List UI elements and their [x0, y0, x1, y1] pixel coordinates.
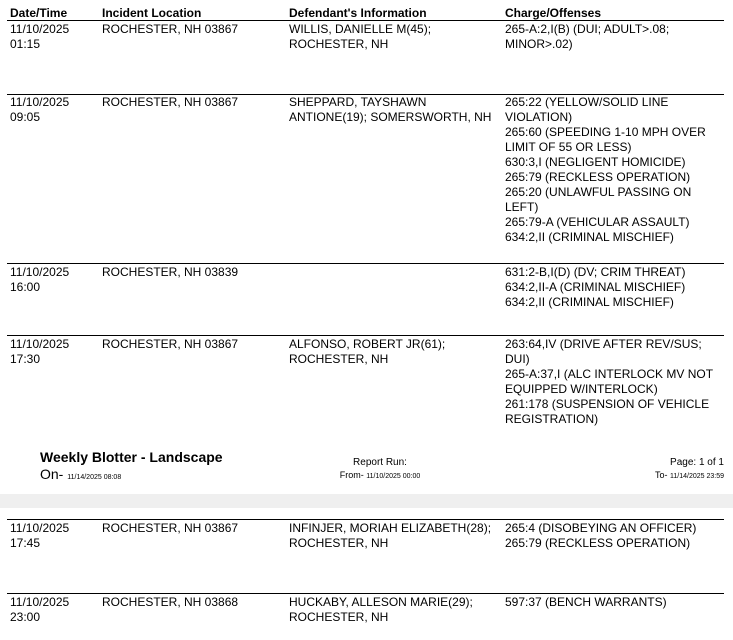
- report-run-label: Report Run:: [353, 457, 407, 468]
- charge-item: 265:20 (UNLAWFUL PASSING ON LEFT): [505, 185, 692, 214]
- charge-item: 265-A:37,I (ALC INTERLOCK MV NOT EQUIPPED W/INTERLOCK): [505, 367, 713, 396]
- to-value: 11/14/2025 23:59: [670, 473, 724, 480]
- location-cell: ROCHESTER, NH 03839: [102, 265, 239, 279]
- datetime-cell: [10, 95, 98, 125]
- run-on-line: [40, 466, 121, 482]
- datetime-cell: [10, 337, 98, 367]
- charges-cell: [505, 337, 725, 427]
- charge-item: 265:79 (RECKLESS OPERATION): [505, 536, 691, 550]
- location-cell: ROCHESTER, NH 03867: [102, 22, 239, 36]
- datetime-cell: [10, 22, 98, 52]
- location-cell: ROCHESTER, NH 03867: [102, 95, 239, 109]
- charge-item: 265-A:2,I(B) (DUI; ADULT>.08; MINOR>.02): [505, 22, 670, 51]
- defendant-cell: HUCKABY, ALLESON MARIE(29); ROCHESTER, NH: [289, 595, 473, 624]
- date-text: 11/10/2025: [10, 22, 70, 36]
- on-label: On-: [40, 466, 64, 482]
- time-text: 17:30: [10, 352, 41, 366]
- header-defendant: Defendant's Information: [289, 6, 427, 20]
- from-line: [290, 470, 470, 480]
- defendant-cell: SHEPPARD, TAYSHAWN ANTIONE(19); SOMERSWORTH, NH: [289, 95, 492, 124]
- charge-item: 265:60 (SPEEDING 1-10 MPH OVER LIMIT OF 55 OR LESS): [505, 125, 706, 154]
- to-label: To-: [654, 470, 668, 480]
- time-text: 01:15: [10, 37, 41, 51]
- charge-item: 630:3,I (NEGLIGENT HOMICIDE): [505, 155, 686, 169]
- charges-cell: [505, 521, 725, 551]
- charges-cell: [505, 595, 725, 610]
- charges-cell: [505, 265, 725, 310]
- header-datetime: Date/Time: [10, 6, 68, 20]
- datetime-cell: [10, 521, 98, 551]
- date-text: 11/10/2025: [10, 595, 70, 609]
- time-text: 17:45: [10, 536, 41, 550]
- datetime-cell: [10, 595, 98, 625]
- charge-item: 597:37 (BENCH WARRANTS): [505, 595, 667, 609]
- to-line: [655, 470, 724, 480]
- date-text: 11/10/2025: [10, 95, 70, 109]
- charge-item: 265:79 (RECKLESS OPERATION): [505, 170, 691, 184]
- datetime-cell: [10, 265, 98, 295]
- charge-item: 634:2,II (CRIMINAL MISCHIEF): [505, 230, 674, 244]
- row-divider: [7, 593, 724, 594]
- date-text: 11/10/2025: [10, 265, 70, 279]
- from-label: From-: [339, 470, 364, 480]
- charges-cell: [505, 95, 725, 245]
- row-divider: [7, 263, 724, 264]
- charge-item: 631:2-B,I(D) (DV; CRIM THREAT): [505, 265, 686, 279]
- page-label: Page:: [670, 457, 697, 468]
- charge-item: 263:64,IV (DRIVE AFTER REV/SUS; DUI): [505, 337, 702, 366]
- charge-item: 265:22 (YELLOW/SOLID LINE VIOLATION): [505, 95, 669, 124]
- charge-item: 265:79-A (VEHICULAR ASSAULT): [505, 215, 690, 229]
- page-break: [0, 494, 733, 508]
- defendant-cell: ALFONSO, ROBERT JR(61); ROCHESTER, NH: [289, 337, 446, 366]
- report-title: Weekly Blotter - Landscape: [40, 449, 223, 465]
- location-cell: ROCHESTER, NH 03868: [102, 595, 239, 609]
- defendant-cell: INFINJER, MORIAH ELIZABETH(28); ROCHESTER, NH: [289, 521, 492, 550]
- charges-list: [505, 337, 725, 427]
- page-footer: [0, 446, 733, 486]
- charges-list: [505, 265, 725, 310]
- page-value: 1 of 1: [698, 457, 724, 468]
- time-text: 09:05: [10, 110, 41, 124]
- defendant-cell: WILLIS, DANIELLE M(45); ROCHESTER, NH: [289, 22, 432, 51]
- charges-list: [505, 95, 725, 245]
- column-headers: [0, 6, 733, 20]
- row-divider: [7, 519, 724, 520]
- date-text: 11/10/2025: [10, 521, 70, 535]
- charge-item: 634:2,II-A (CRIMINAL MISCHIEF): [505, 280, 686, 294]
- from-value: 11/10/2025 00:00: [366, 473, 421, 480]
- time-text: 16:00: [10, 280, 41, 294]
- charges-list: [505, 521, 725, 551]
- charge-item: 634:2,II (CRIMINAL MISCHIEF): [505, 295, 674, 309]
- charges-cell: [505, 22, 725, 52]
- charge-item: 265:4 (DISOBEYING AN OFFICER): [505, 521, 697, 535]
- header-location: Incident Location: [102, 6, 202, 20]
- row-divider: [7, 20, 724, 21]
- on-value: 11/14/2025 08:08: [67, 474, 122, 481]
- row-divider: [7, 335, 724, 336]
- location-cell: ROCHESTER, NH 03867: [102, 337, 239, 351]
- date-text: 11/10/2025: [10, 337, 70, 351]
- charges-list: [505, 22, 725, 52]
- charges-list: [505, 595, 725, 610]
- time-text: 23:00: [10, 610, 41, 624]
- header-charges: Charge/Offenses: [505, 6, 602, 20]
- charge-item: 261:178 (SUSPENSION OF VEHICLE REGISTRATION): [505, 397, 710, 426]
- location-cell: ROCHESTER, NH 03867: [102, 521, 239, 535]
- page-number: [670, 457, 724, 468]
